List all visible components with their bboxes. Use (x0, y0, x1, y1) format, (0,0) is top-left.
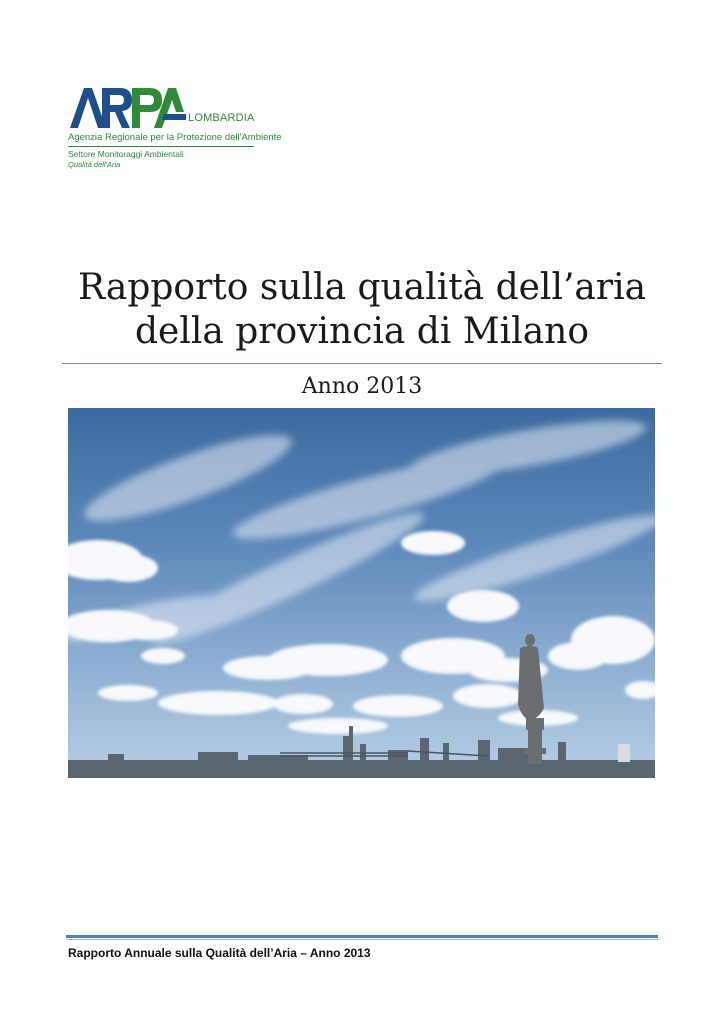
logo-sector-name: Settore Monitoraggi Ambientali (68, 149, 184, 159)
cover-photo (68, 408, 655, 778)
logo-agency-name: Agenzia Regionale per la Protezione dell'Ambiente (68, 132, 282, 143)
document-title (40, 266, 684, 354)
title-line-1: Rapporto sulla qualità dell’aria (77, 267, 647, 308)
report-year: Anno 2013 (301, 374, 423, 399)
arpa-wordmark-icon (68, 84, 186, 130)
footer-text: Rapporto Annuale sulla Qualità dell’Aria – Anno 2013 (68, 946, 371, 960)
logo-divider (68, 146, 254, 147)
arpa-logo (68, 84, 282, 174)
logo-region-label: LOMBARDIA (188, 112, 255, 124)
footer-divider (66, 935, 658, 938)
footer-divider-thin (66, 939, 658, 940)
logo-department-name: Qualità dell'Aria (68, 160, 121, 169)
title-divider (62, 363, 662, 364)
title-line-2: della provincia di Milano (134, 311, 590, 352)
